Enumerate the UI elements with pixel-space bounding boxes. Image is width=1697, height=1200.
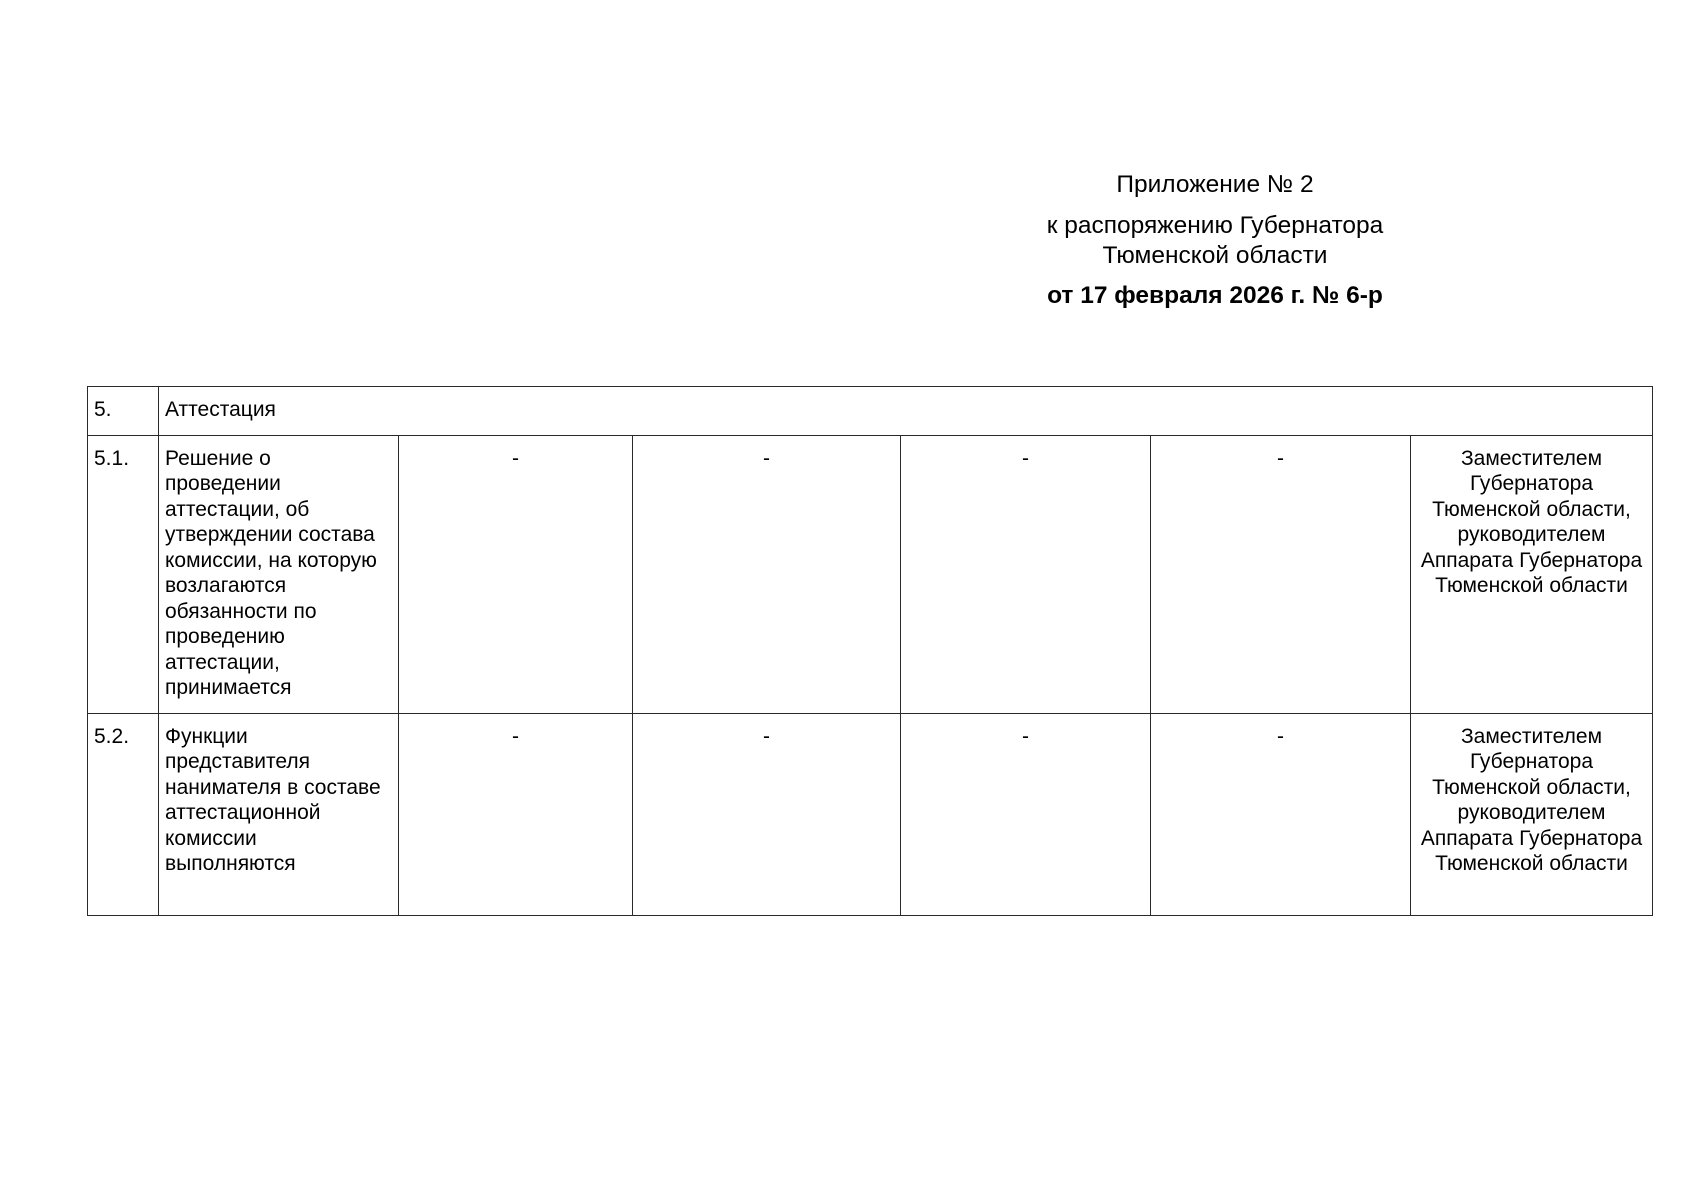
appendix-header [1000, 170, 1430, 311]
row-cell-dash: - [399, 435, 633, 713]
section-number: 5. [88, 387, 159, 436]
row-cell-dash: - [633, 713, 901, 915]
row-responsible: Заместителем Губернатора Тюменской области, руководителем Аппарата Губернатора Тюменской области [1411, 435, 1653, 713]
appendix-title: Приложение № 2 [1116, 171, 1314, 198]
attestation-table [87, 386, 1653, 916]
row-cell-dash: - [1151, 713, 1411, 915]
row-cell-dash: - [1151, 435, 1411, 713]
row-responsible: Заместителем Губернатора Тюменской области, руководителем Аппарата Губернатора Тюменской области [1411, 713, 1653, 915]
table-row [88, 713, 1653, 915]
row-description: Функции представителя нанимателя в составе аттестационной комиссии выполняются [159, 713, 399, 915]
row-number: 5.1. [88, 435, 159, 713]
row-description: Решение о проведении аттестации, об утверждении состава комиссии, на которую возлагаются обязанности по проведению аттестации, принимается [159, 435, 399, 713]
row-cell-dash: - [399, 713, 633, 915]
row-cell-dash: - [633, 435, 901, 713]
row-cell-dash: - [901, 713, 1151, 915]
order-date-number: от 17 февраля 2026 г. № 6-р [1047, 282, 1383, 309]
row-number: 5.2. [88, 713, 159, 915]
table-section-row [88, 387, 1653, 436]
section-title: Аттестация [159, 387, 1653, 436]
table-row [88, 435, 1653, 713]
order-reference-line-2: Тюменской области [1102, 242, 1328, 269]
order-reference-line-1: к распоряжению Губернатора [1046, 212, 1384, 239]
row-cell-dash: - [901, 435, 1151, 713]
